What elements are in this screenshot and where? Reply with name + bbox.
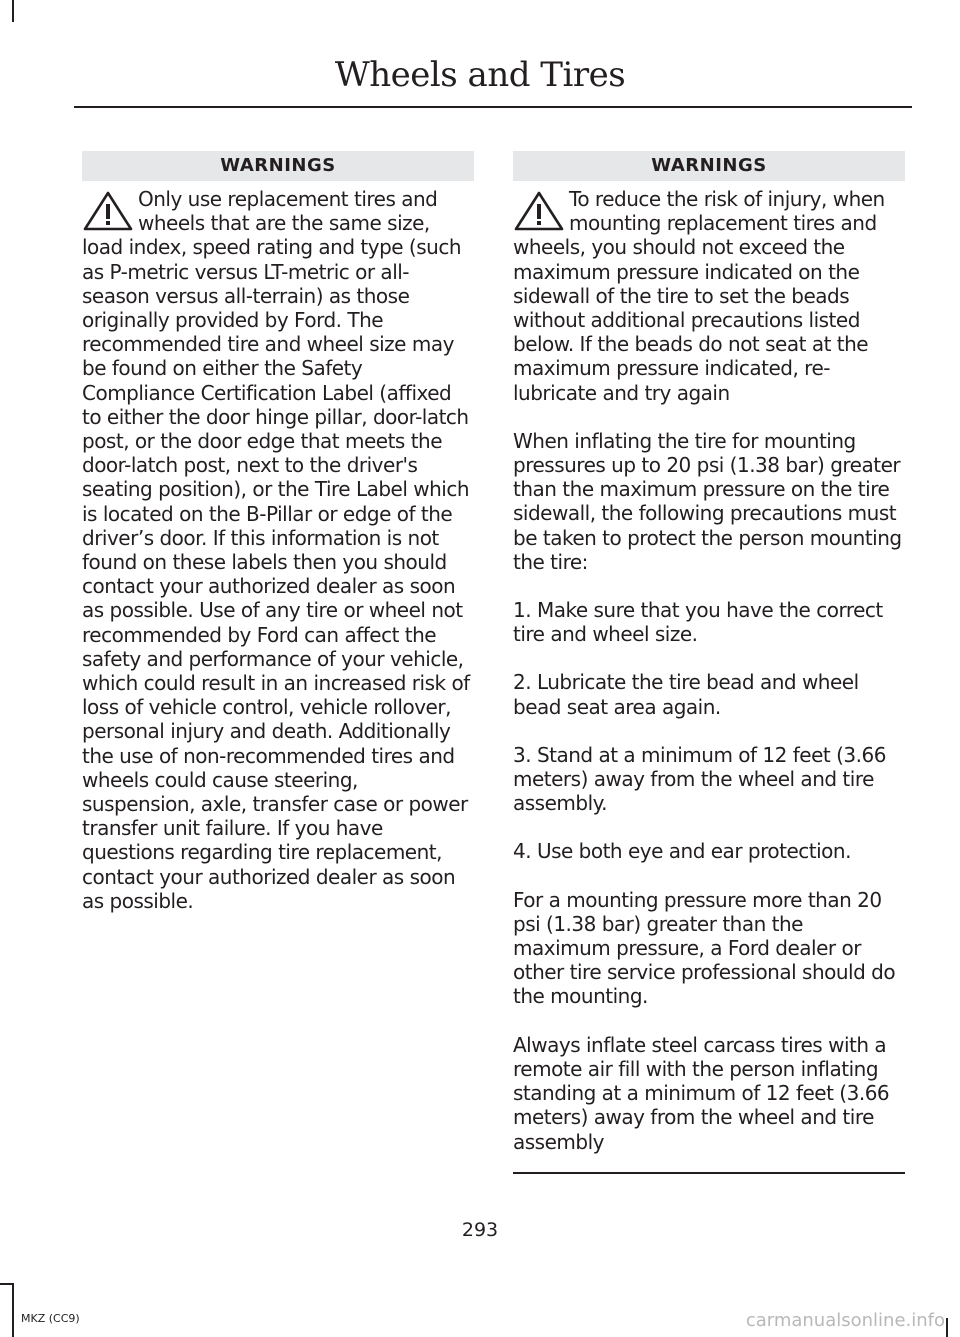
dealer-mounting-note: For a mounting pressure more than 20 psi (1.38 bar) greater than the maximum pressure, a Ford dealer or other tire service professional should do the mounting. (513, 887, 896, 1009)
warning-end-divider (513, 1172, 905, 1174)
inflation-precautions-intro: When inflating the tire for mounting pressures up to 20 psi (1.38 bar) greater than the maximum pressure on the tire sidewall, the following precautions must be taken to protect the person mounting the tire: (513, 428, 902, 574)
warning-body-right (513, 187, 905, 1174)
steel-carcass-note: Always inflate steel carcass tires with a remote air fill with the person inflating standing at a minimum of 12 feet (3.66 meters) away from the wheel and tire assembly (513, 1032, 890, 1154)
crop-mark-top-left (12, 0, 14, 22)
warning-header-right: WARNINGS (513, 151, 905, 181)
crop-mark-bottom-left (12, 1283, 14, 1337)
warning-triangle-icon (513, 191, 565, 231)
precaution-step-4: 4. Use both eye and ear protection. (513, 839, 851, 864)
page-number: 293 (461, 1219, 499, 1241)
precaution-step-2: 2. Lubricate the tire bead and wheel bead seat area again. (513, 670, 859, 719)
crop-mark-bottom-left-horizontal (0, 1283, 14, 1285)
warning-text-left: Only use replacement tires and wheels that are the same size, load index, speed rating and type (such as P-metric versus LT-metric or all-season versus all-terrain) as those originally provided by Ford. The recommended tire and wheel size may be found on either the Safety Compliance Certification Label (affixed to either the door hinge pillar, door-latch post, or the door edge that meets the door-latch post, next to the driver's seating position), or the Tire Label which is located on the B-Pillar or edge of the driver’s door. If this information is not found on these labels then you should contact your authorized dealer as soon as possible. Use of any tire or wheel not recommended by Ford can affect the safety and performance of your vehicle, which could result in an increased risk of loss of vehicle control, vehicle rollover, personal injury and death. Additionally the use of non-recommended tires and wheels could cause steering, suspension, axle, transfer case or power transfer unit failure. If you have questions regarding tire replacement, contact your authorized dealer as soon as possible. (82, 187, 470, 913)
warning-body-left (82, 187, 474, 913)
watermark: carmanualsonline.info (745, 1310, 945, 1331)
warning-header-left: WARNINGS (82, 151, 474, 181)
warning-triangle-icon (82, 191, 134, 231)
warning-text-right: To reduce the risk of injury, when mounting replacement tires and wheels, you should not exceed the maximum pressure indicated on the sidewall of the tire to set the beads without additional precautions listed below. If the beads do not seat at the maximum pressure indicated, re-lubricate and try again (513, 187, 885, 405)
precaution-step-3: 3. Stand at a minimum of 12 feet (3.66 meters) away from the wheel and tire assembly. (513, 742, 886, 816)
precaution-step-1: 1. Make sure that you have the correct tire and wheel size. (513, 598, 883, 647)
model-code: MKZ (CC9) (21, 1312, 80, 1325)
left-column (82, 151, 474, 913)
right-column (513, 151, 905, 1174)
title-divider (74, 106, 912, 108)
page-title: Wheels and Tires (334, 55, 626, 95)
crop-mark-bottom-right (946, 1318, 948, 1337)
